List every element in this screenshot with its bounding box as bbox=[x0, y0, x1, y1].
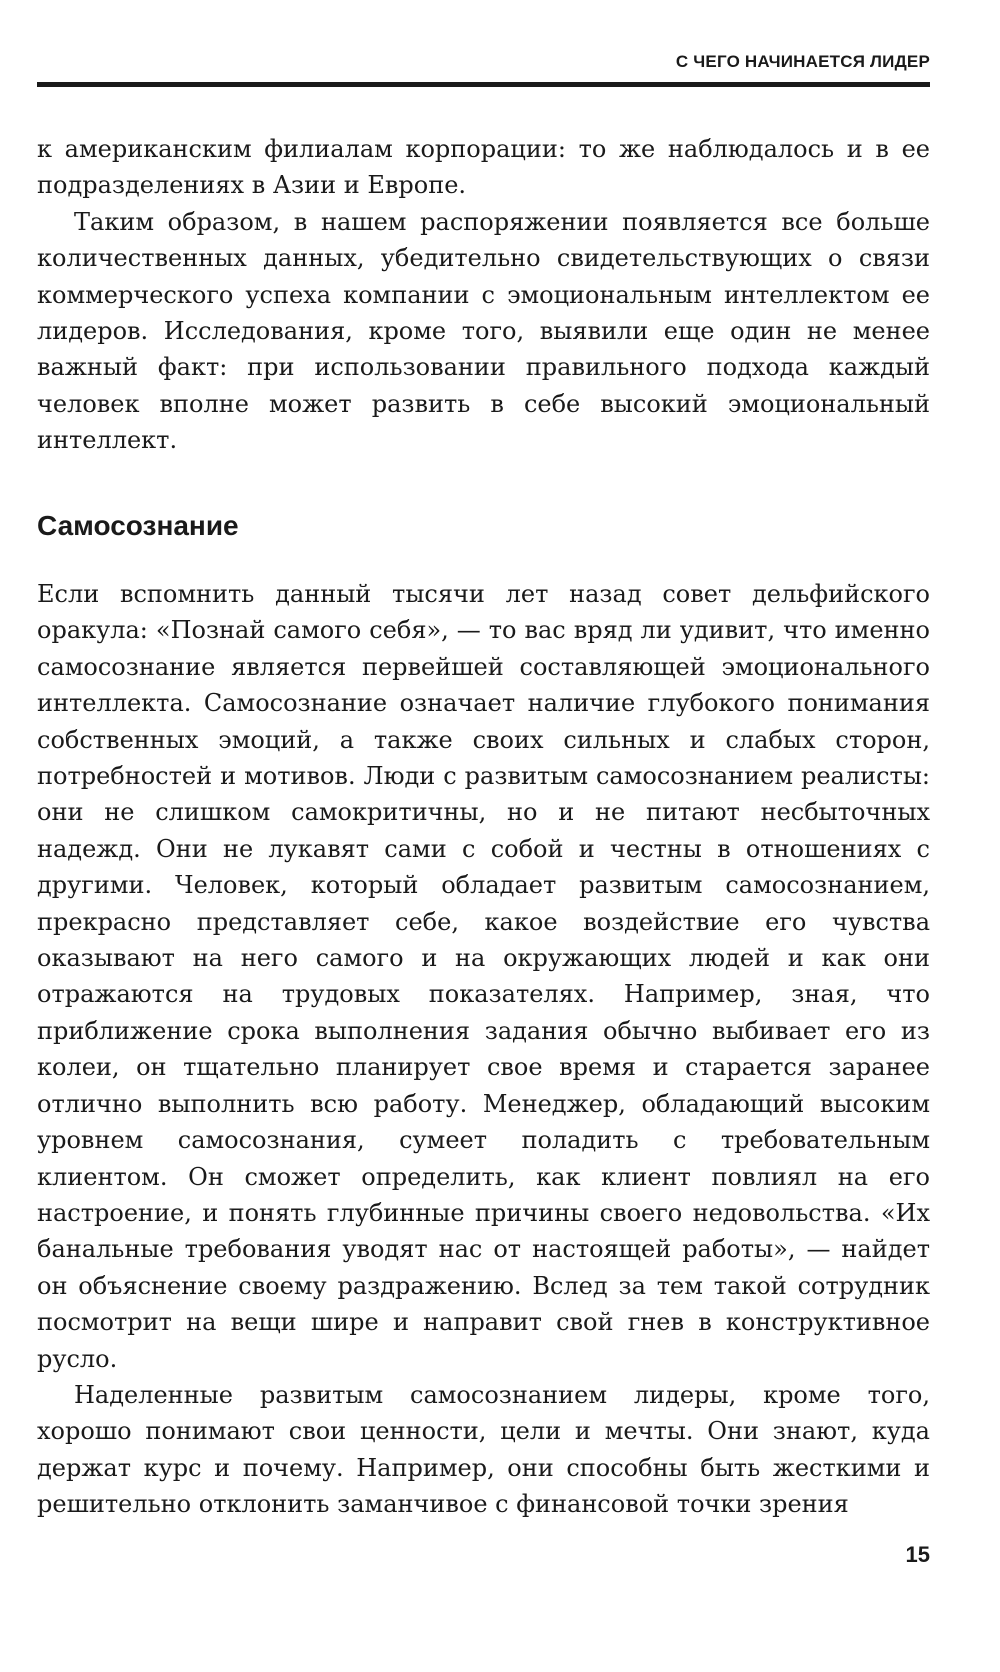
text-block-intro bbox=[37, 131, 930, 459]
paragraph: Наделенные развитым самосознанием лидеры, кроме того, хорошо понимают свои ценности, цели и мечты. Они знают, куда держат курс и почему. Например, они способны быть жесткими и решительно отклонить заманчивое с финансовой точки зрения bbox=[37, 1380, 930, 1519]
section-heading: Самосознание bbox=[37, 510, 239, 541]
header-rule bbox=[37, 82, 930, 87]
paragraph: Если вспомнить данный тысячи лет назад совет дельфийского оракула: «Познай самого себя», — то вас вряд ли удивит, что именно самосознание является первейшей составляющей эмоционального интеллекта. Самосознание означает наличие глубокого понимания собственных эмоций, а также своих сильных и слабых сторон, потребностей и мотивов. Люди с развитым самосознанием реалисты: они не слишком самокритичны, но и не питают несбыточных надежд. Они не лукавят сами с собой и честны в отношениях с другими. Человек, который обладает развитым самосознанием, прекрасно представляет себе, какое воздействие его чувства оказывают на него самого и на окружающих людей и как они отражаются на трудовых показателях. Например, зная, что приближение срока выполнения задания обычно выбивает его из колеи, он тщательно планирует свое время и старается заранее отлично выполнить всю работу. Менеджер, обладающий высоким уровнем самосознания, сумеет поладить с требовательным клиентом. Он сможет определить, как клиент повлиял на его настроение, и понять глубинные причины своего недовольства. «Их банальные требования уводят нас от настоящей работы», — найдет он объяснение своему раздражению. Вслед за тем такой сотрудник посмотрит на вещи шире и направит свой гнев в конструктивное русло. bbox=[37, 580, 930, 1373]
paragraph: Таким образом, в нашем распоряжении появляется все больше количественных данных, убедительно свидетельствующих о связи коммерческого успеха компании с эмоциональным интеллектом ее лидеров. Исследования, кроме того, выявили еще один не менее важный факт: при использовании правильного подхода каждый человек вполне может развить в себе высокий эмоциональный интеллект. bbox=[37, 207, 930, 455]
paragraph: к американским филиалам корпорации: то же наблюдалось и в ее подразделениях в Азии и Европе. bbox=[37, 135, 930, 200]
text-block-self-awareness bbox=[37, 576, 930, 1523]
page-number: 15 bbox=[905, 1542, 930, 1567]
running-head: С ЧЕГО НАЧИНАЕТСЯ ЛИДЕР bbox=[675, 52, 930, 71]
